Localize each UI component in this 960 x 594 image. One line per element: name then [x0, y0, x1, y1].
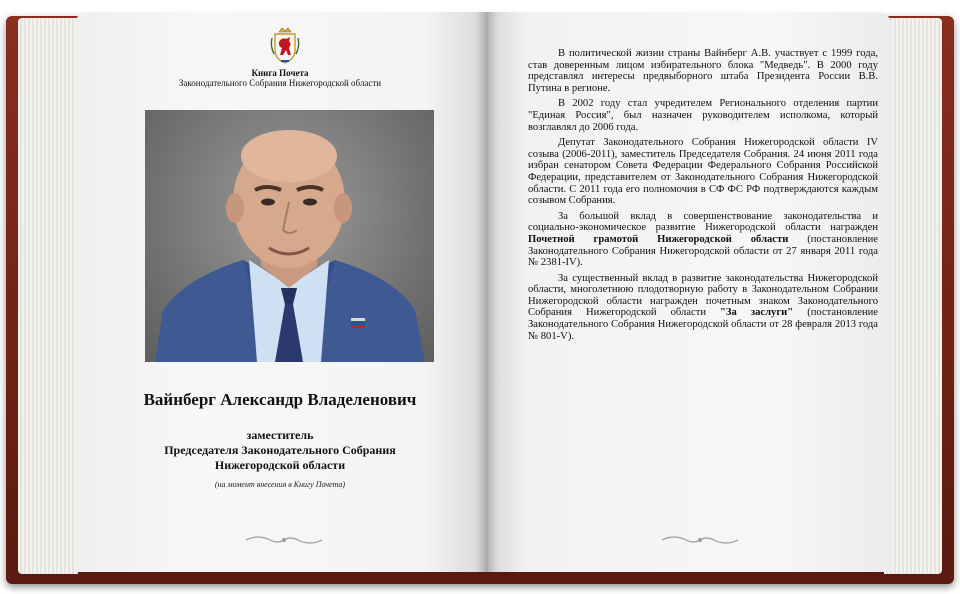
left-page-stack: [18, 18, 78, 574]
bio-p5-text-after: (постановление Законодательного Собрания Нижегородской области от 28 февраля 2013 года № 801-V).: [528, 307, 878, 342]
coat-of-arms-icon: [269, 26, 301, 64]
portrait-figure: [145, 110, 434, 362]
award-gramota: Почетной грамотой Нижегородской области: [528, 233, 789, 245]
bio-paragraph-3: Депутат Законодательного Собрания Нижегородской области IV созыва (2006-2011), заместитель Председателя Собрания. 24 июня 2011 года избран сенатором Совета Федерации Федерального Собрания Российской Федерации, представителем от Законодательного Собрания Нижегородской области. С 2011 года его полномочия в СФ ФС РФ подтверждаются каждым созывом Собрания.: [528, 137, 878, 207]
person-name: Вайнберг Александр Владеленович: [143, 390, 417, 409]
entry-note: (на момент внесения в Книгу Почета): [214, 480, 346, 489]
bio-p4-text-after: (постановление Законодательного Собрания Нижегородской области от 27 января 2011 года № 2381-IV).: [528, 233, 878, 269]
ornament-icon: [660, 534, 740, 546]
bio-p5-text-before: За существенный вклад в развитие законодательства Нижегородской области, многолетнюю плодотворную работу в Законодательном Собрании Нижегородской области награжден почетным знаком Законодательного Собрания Нижегородской области: [528, 272, 878, 319]
bio-p4-text-before: За большой вклад в совершенствование законодательства и социально-экономическое развитие Нижегородской области награжден: [528, 210, 878, 234]
position-line-2: Председателя Законодательного Собрания: [164, 443, 396, 457]
bio-paragraph-5: [528, 273, 878, 343]
position-line-3: Нижегородской области: [214, 458, 346, 472]
open-book: [6, 12, 954, 586]
ornament-icon: [244, 534, 324, 546]
right-page-stack: [884, 18, 942, 574]
award-za-zaslugi: "За заслуги": [720, 307, 794, 319]
biography-text: [528, 48, 878, 346]
bio-paragraph-4: [528, 211, 878, 269]
portrait-photo: [145, 110, 434, 362]
book-title: Книга Почета: [251, 68, 309, 78]
bio-paragraph-2: В 2002 году стал учредителем Регионального отделения партии "Единая Россия", был назначен руководителем исполкома, который возглавлял до 2006 года.: [528, 98, 878, 133]
book-subtitle: Законодательного Собрания Нижегородской области: [178, 78, 382, 88]
bio-paragraph-1: В политической жизни страны Вайнберг А.В. участвует с 1999 года, став доверенным лицом избирательного блока "Медведь". В 2000 году представлял интересы предвыборного штаба Президента России В.В. Путина в регионе.: [528, 48, 878, 94]
position-title: [74, 428, 486, 473]
position-line-1: заместитель: [246, 428, 314, 442]
